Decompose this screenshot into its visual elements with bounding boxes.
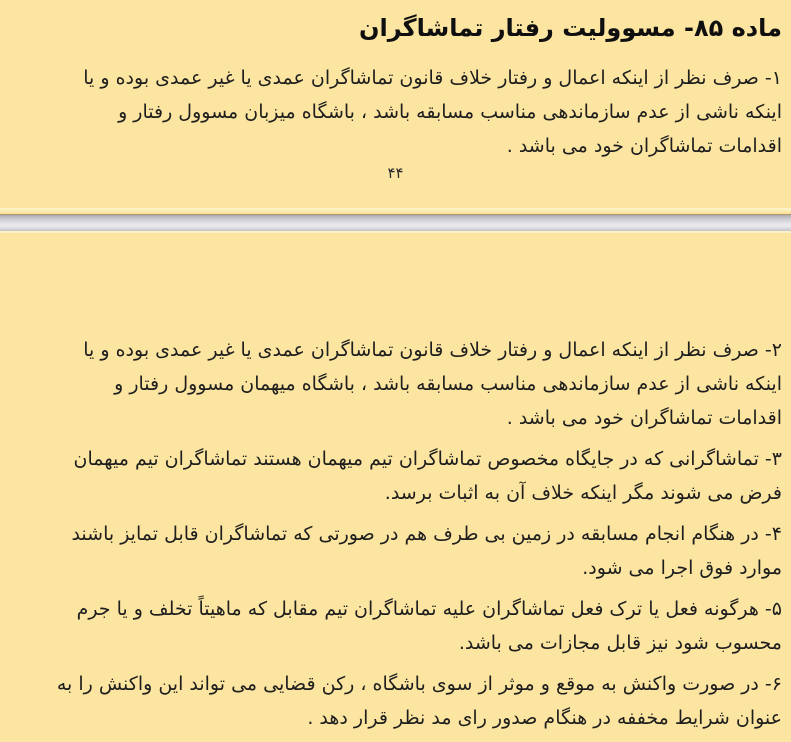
paragraph-6: ۶- در صورت واکنش به موقع و موثر از سوی باشگاه ، رکن قضایی می تواند این واکنش را به عنوان شرایط مخففه در هنگام صدور رای مد نظر قرار دهد . bbox=[56, 673, 782, 730]
page-1 bbox=[0, 0, 791, 208]
paragraph-4: ۴- در هنگام انجام مسابقه در زمین بی طرف هم در صورتی که تماشاگران قابل تمایز باشند موارد فوق اجرا می شود. bbox=[71, 523, 782, 580]
page-2 bbox=[0, 231, 791, 742]
paragraph-5: ۵- هرگونه فعل یا ترک فعل تماشاگران علیه تماشاگران تیم مقابل که ماهیتاً تخلف و یا جرم محسوب شود نیز قابل مجازات می باشد. bbox=[76, 598, 782, 655]
paragraph-1: ۱- صرف نظر از اینکه اعمال و رفتار خلاف قانون تماشاگران عمدی یا غیر عمدی بوده و یا اینکه ناشی از عدم سازماندهی مناسب مسابقه باشد ، باشگاه میزبان مسوول رفتار و اقدامات تماشاگران خود می باشد . bbox=[83, 67, 782, 157]
page-number: ۴۴ bbox=[387, 164, 404, 182]
page-separator bbox=[0, 214, 791, 231]
paragraph-2: ۲- صرف نظر از اینکه اعمال و رفتار خلاف قانون تماشاگران عمدی یا غیر عمدی بوده و یا اینکه ناشی از عدم سازماندهی مناسب مسابقه باشد ، باشگاه میهمان مسوول رفتار و اقدامات تماشاگران خود می باشد . bbox=[83, 339, 782, 430]
article-title: ماده ۸۵- مسوولیت رفتار تماشاگران bbox=[359, 14, 782, 42]
paragraph-3: ۳- تماشاگرانی که در جایگاه مخصوص تماشاگران تیم میهمان هستند تماشاگران تیم میهمان فرض می شوند مگر اینکه خلاف آن به اثبات برسد. bbox=[73, 448, 782, 505]
